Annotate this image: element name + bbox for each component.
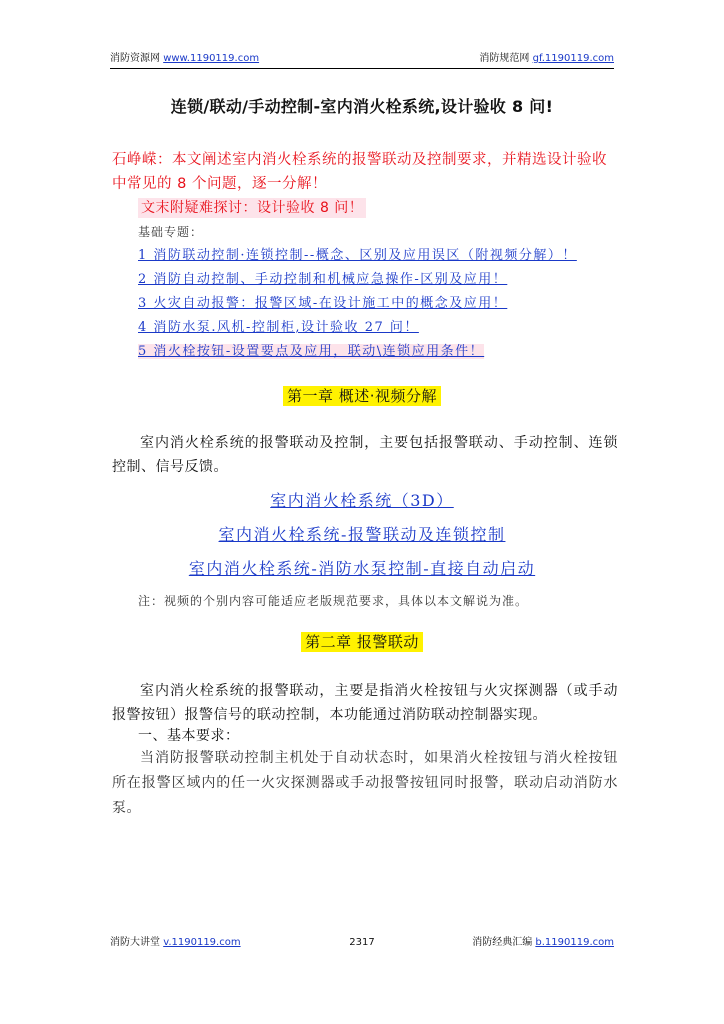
page-header — [110, 52, 614, 69]
footer-right — [472, 936, 614, 950]
topic-item[interactable] — [138, 318, 577, 342]
video-link-3[interactable] — [0, 556, 724, 579]
topic-list — [138, 246, 577, 366]
topic-item[interactable] — [138, 270, 577, 294]
header-right-link[interactable]: gf.1190119.com — [532, 53, 614, 64]
topic-link[interactable]: 2 消防自动控制、手动控制和机械应急操作-区别及应用！ — [138, 272, 508, 287]
chapter2-heading-text: 第二章 报警联动 — [301, 632, 423, 652]
document-title: 连锁/联动/手动控制-室内消火栓系统,设计验收 8 问! — [170, 97, 554, 116]
chapter2-heading — [0, 630, 724, 654]
topic-link[interactable]: 4 消防水泵.风机-控制柜,设计验收 27 问！ — [138, 320, 419, 335]
header-left-link[interactable]: www.1190119.com — [163, 53, 260, 64]
header-right — [479, 52, 614, 66]
topic-item[interactable] — [138, 294, 577, 318]
topic-link[interactable]: 3 火灾自动报警：报警区域-在设计施工中的概念及应用！ — [138, 296, 508, 311]
video-link-text[interactable]: 室内消火栓系统-报警联动及连锁控制 — [218, 525, 506, 544]
header-left-label: 消防资源网 — [110, 53, 160, 64]
footer-right-link[interactable]: b.1190119.com — [535, 937, 614, 948]
basic-topics-label: 基础专题： — [138, 225, 204, 239]
chapter1-heading-text: 第一章 概述·视频分解 — [283, 386, 441, 406]
page-footer — [110, 936, 614, 952]
page-number: 2317 — [349, 937, 375, 948]
topic-item[interactable] — [138, 342, 577, 366]
header-right-label: 消防规范网 — [479, 53, 530, 64]
video-link-text[interactable]: 室内消火栓系统-消防水泵控制-直接自动启动 — [188, 559, 536, 578]
intro-paragraph: 石峥嵘：本文阐述室内消火栓系统的报警联动及控制要求，并精选设计验收中常见的 8 个问题，逐一分解！ — [112, 152, 607, 192]
topic-item[interactable] — [138, 246, 577, 270]
header-left — [110, 52, 259, 66]
requirements-heading: 一、基本要求： — [138, 728, 240, 744]
chapter1-paragraph: 室内消火栓系统的报警联动及控制，主要包括报警联动、手动控制、连锁控制、信号反馈。 — [112, 435, 618, 475]
footer-right-label: 消防经典汇编 — [472, 937, 533, 948]
chapter2-paragraph: 室内消火栓系统的报警联动，主要是指消火栓按钮与火灾探测器（或手动报警按钮）报警信号的联动控制，本功能通过消防联动控制器实现。 — [112, 683, 618, 723]
video-link-2[interactable] — [0, 522, 724, 545]
topic-link[interactable]: 5 消火栓按钮-设置要点及应用，联动\连锁应用条件！ — [138, 344, 485, 359]
video-link-text[interactable]: 室内消火栓系统（3D） — [270, 491, 454, 510]
video-note: 注：视频的个别内容可能适应老版规范要求，具体以本文解说为准。 — [138, 594, 529, 608]
video-link-1[interactable] — [0, 488, 724, 511]
chapter1-heading — [0, 384, 724, 408]
qa-banner: 文末附疑难探讨：设计验收 8 问！ — [138, 198, 366, 218]
requirements-text: 当消防报警联动控制主机处于自动状态时，如果消火栓按钮与消火栓按钮所在报警区域内的任一火灾探测器或手动报警按钮同时报警，联动启动消防水泵。 — [112, 750, 618, 816]
footer-left-label: 消防大讲堂 — [110, 937, 160, 948]
topic-link[interactable]: 1 消防联动控制·连锁控制--概念、区别及应用误区（附视频分解）！ — [138, 248, 577, 263]
footer-left-link[interactable]: v.1190119.com — [163, 937, 241, 948]
